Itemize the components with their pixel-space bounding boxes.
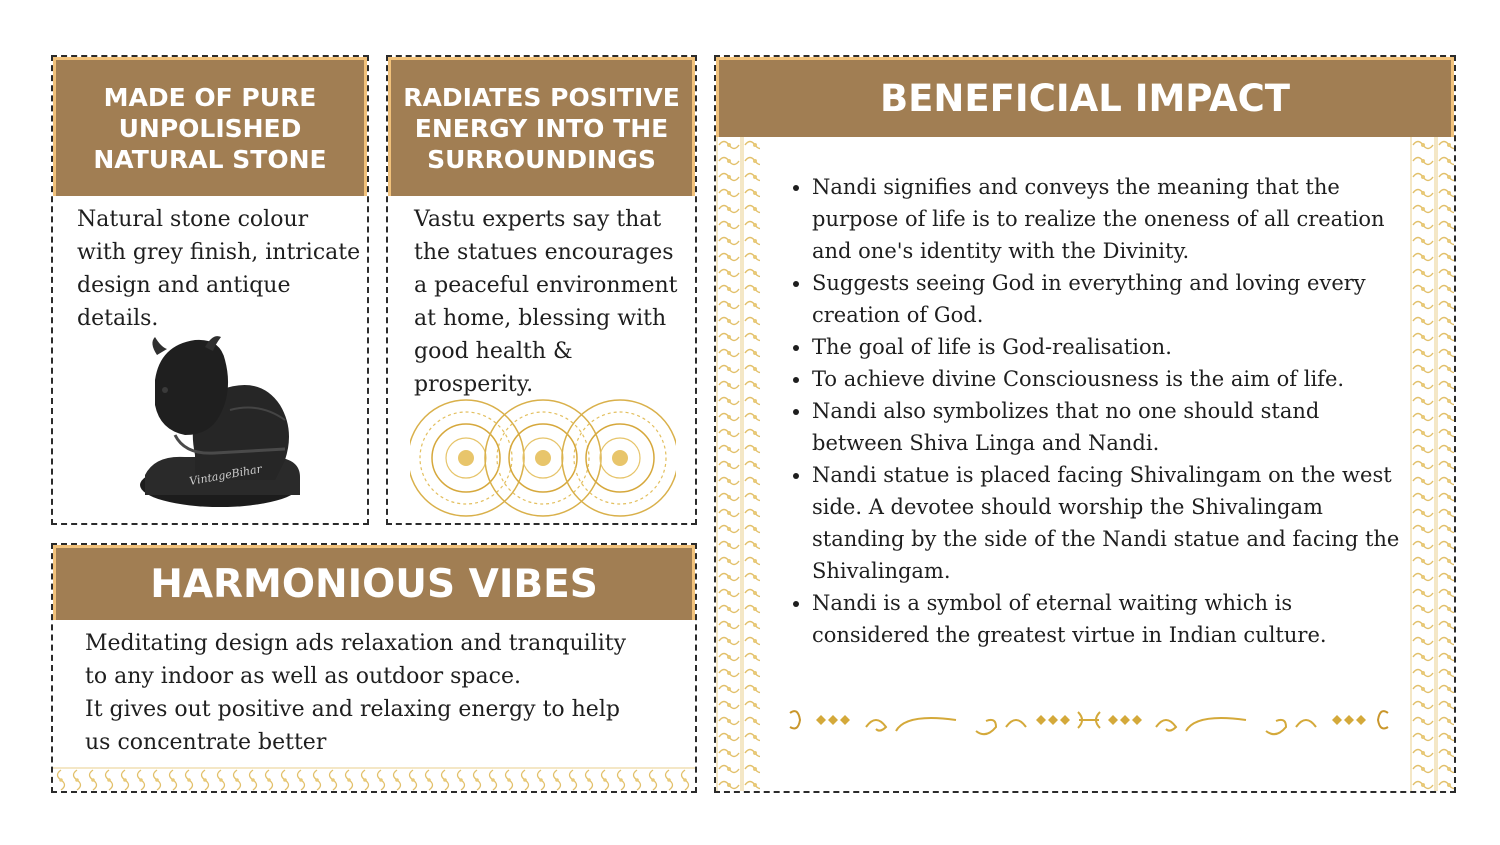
harmonious-line-1: Meditating design ads relaxation and tranquility to any indoor as well as outdoor space. xyxy=(85,631,627,689)
bullet-item: • Nandi signifies and conveys the meaning that the purpose of life is to realize the oneness of all creation and one's identity with the Divinity. xyxy=(812,171,1412,267)
card-positive-energy-header xyxy=(388,57,695,196)
bullet-item: • Suggests seeing God in everything and loving every creation of God. xyxy=(812,267,1412,331)
card-natural-stone xyxy=(51,55,369,525)
card-positive-energy-title: RADIATES POSITIVE ENERGY INTO THE SURROUNDINGS xyxy=(403,82,680,174)
card-beneficial-impact-header xyxy=(716,57,1454,137)
card-natural-stone-header xyxy=(53,57,367,196)
card-harmonious-vibes-title: HARMONIOUS VIBES xyxy=(150,561,598,607)
bullet-item: • To achieve divine Consciousness is the aim of life. xyxy=(812,363,1412,395)
card-harmonious-vibes-header xyxy=(53,545,695,620)
gold-border-pattern xyxy=(716,137,760,791)
harmonious-line-2: It gives out positive and relaxing energy to help us concentrate better xyxy=(85,697,620,755)
bullet-item: • The goal of life is God-realisation. xyxy=(812,331,1412,363)
card-beneficial-impact xyxy=(714,55,1456,793)
gold-border-pattern xyxy=(1410,137,1454,791)
card-harmonious-vibes-text xyxy=(85,627,645,759)
bullet-item: • Nandi is a symbol of eternal waiting which is considered the greatest virtue in Indian culture. xyxy=(812,587,1412,651)
mandala-icon xyxy=(410,399,676,517)
card-harmonious-vibes xyxy=(51,543,697,793)
watermark-text: VintageBihar xyxy=(188,462,263,488)
card-natural-stone-title: MADE OF PURE UNPOLISHED NATURAL STONE xyxy=(93,82,327,174)
nandi-statue-image xyxy=(135,335,305,513)
gold-border-pattern xyxy=(53,767,695,791)
card-natural-stone-text: Natural stone colour with grey finish, intricate design and antique details. xyxy=(77,207,361,331)
card-positive-energy-text: Vastu experts say that the statues encourages a peaceful environment at home, blessing with good health & prosperity. xyxy=(414,207,678,397)
bullet-item: • Nandi also symbolizes that no one should stand between Shiva Linga and Nandi. xyxy=(812,395,1412,459)
card-beneficial-impact-title: BENEFICIAL IMPACT xyxy=(879,77,1291,120)
gold-divider-ornament xyxy=(786,703,1392,737)
beneficial-bullet-list xyxy=(788,171,1412,651)
card-positive-energy xyxy=(386,55,697,525)
bullet-item: • Nandi statue is placed facing Shivalingam on the west side. A devotee should worship the Shivalingam standing by the side of the Nandi statue and facing the Shivalingam. xyxy=(812,459,1412,587)
